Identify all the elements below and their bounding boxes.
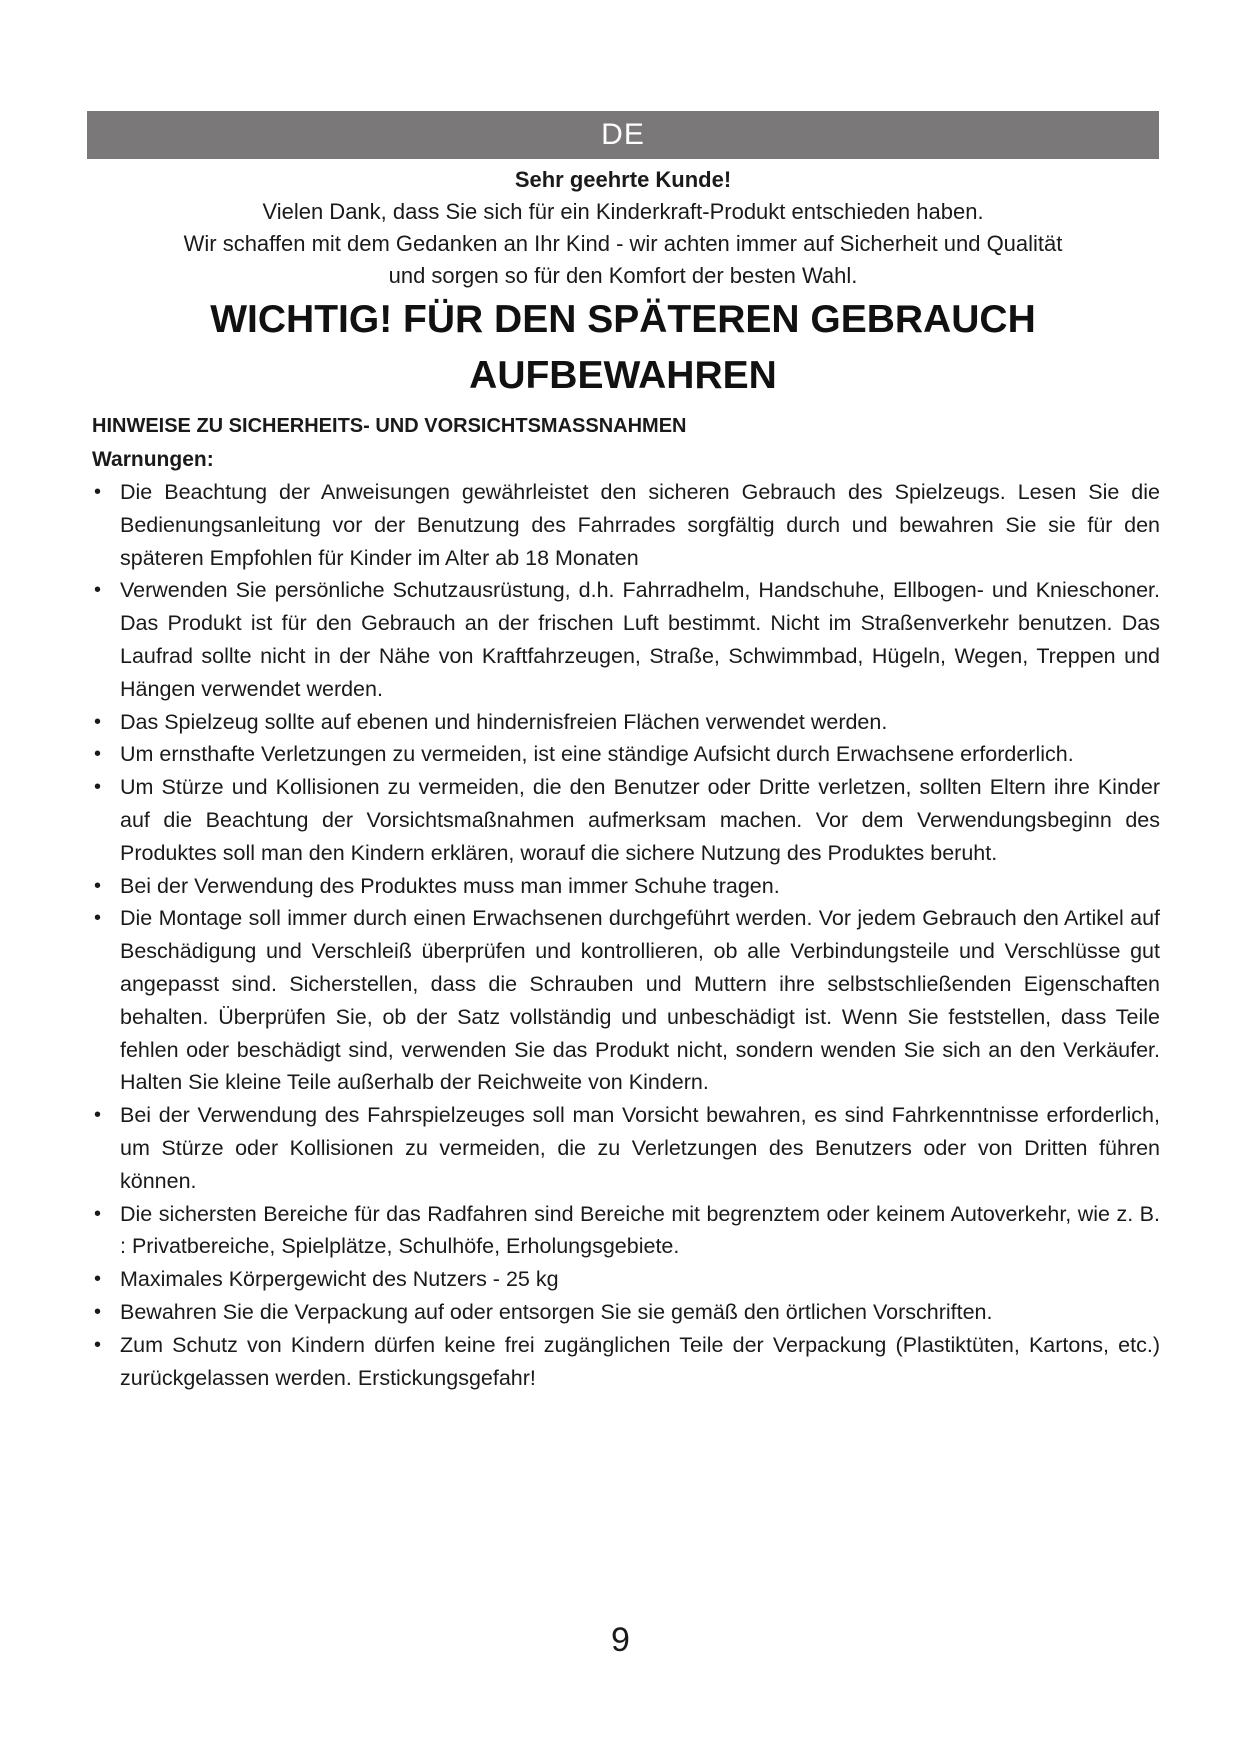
greeting-line-2: Wir schaffen mit dem Gedanken an Ihr Kind - wir achten immer auf Sicherheit und Qualität — [183, 231, 1063, 256]
warning-text: Die Montage soll immer durch einen Erwachsenen durchgeführt werden. Vor jedem Gebrauch den Artikel auf Beschädigung und Verschleiß überprüfen und kontrollieren, ob alle Verbindungsteile und Verschlüsse gut angepasst sind. Sicherstellen, dass die Schrauben und Muttern ihre selbstschließenden Eigenschaften behalten. Überprüfen Sie, ob der Satz vollständig und unbeschädigt ist. Wenn Sie feststellen, dass Teile fehlen oder beschädigt sind, verwenden Sie das Produkt nicht, sondern wenden Sie sich an den Verkäufer. Halten Sie kleine Teile außerhalb der Reichweite von Kindern. — [120, 906, 1160, 1095]
warnings-label: Warnungen: — [92, 448, 214, 471]
important-headline — [87, 292, 1159, 404]
bullet-icon: • — [94, 481, 102, 503]
bullet-icon: • — [94, 1202, 102, 1225]
warning-text: Bei der Verwendung des Fahrspielzeuges soll man Vorsicht bewahren, es sind Fahrkenntnisse erforderlich, um Stürze oder Kollisionen zu vermeiden, die zu Verletzungen des Benutzers oder von Dritten führen können. — [120, 1103, 1160, 1193]
bullet-icon: • — [94, 907, 102, 930]
list-item — [92, 870, 1160, 903]
list-item — [92, 902, 1160, 1099]
greeting-block — [87, 164, 1159, 292]
bullet-icon: • — [94, 579, 102, 602]
warning-text: Bei der Verwendung des Produktes muss man immer Schuhe tragen. — [120, 873, 780, 898]
language-header-bar — [87, 111, 1159, 159]
bullet-icon: • — [94, 1333, 102, 1356]
list-item — [92, 574, 1160, 705]
page-number: 9 — [611, 1621, 630, 1659]
headline-line-1: WICHTIG! FÜR DEN SPÄTEREN GEBRAUCH — [210, 298, 1036, 341]
warning-text: Um Stürze und Kollisionen zu vermeiden, die den Benutzer oder Dritte verletzen, sollten Eltern ihre Kinder auf die Beachtung der Vorsichtsmaßnahmen aufmerksam machen. Vor dem Verwendungsbeginn des Produktes soll man den Kindern erklären, worauf die sichere Nutzung des Produktes beruht. — [120, 775, 1160, 865]
warning-text: Um ernsthafte Verletzungen zu vermeiden, ist eine ständige Aufsicht durch Erwachsene erforderlich. — [120, 742, 1074, 767]
warning-text: Das Spielzeug sollte auf ebenen und hindernisfreien Flächen verwendet werden. — [120, 709, 888, 734]
list-item — [92, 1329, 1160, 1395]
list-item — [92, 1099, 1160, 1197]
list-item — [92, 476, 1160, 574]
warning-text: Zum Schutz von Kindern dürfen keine frei zugänglichen Teile der Verpackung (Plastiktüten, Kartons, etc.) zurückgelassen werden. Erstickungsgefahr! — [120, 1332, 1160, 1390]
bullet-icon: • — [94, 776, 102, 799]
list-item — [92, 1296, 1160, 1329]
bullet-icon: • — [94, 1104, 102, 1127]
list-item — [92, 771, 1160, 869]
list-item — [92, 738, 1160, 771]
bullet-icon: • — [94, 743, 102, 766]
greeting-line-1: Vielen Dank, dass Sie sich für ein Kinderkraft-Produkt entschieden haben. — [262, 199, 984, 224]
warning-text: Maximales Körpergewicht des Nutzers - 25 kg — [120, 1267, 559, 1292]
warning-text: Verwenden Sie persönliche Schutzausrüstung, d.h. Fahrradhelm, Handschuhe, Ellbogen- und Knieschoner. Das Produkt ist für den Gebrauch an der frischen Luft bestimmt. Nicht im Straßenverkehr benutzen. Das Laufrad sollte nicht in der Nähe von Kraftfahrzeugen, Straße, Schwimmbad, Hügeln, Wegen, Treppen und Hängen verwendet werden. — [120, 578, 1160, 701]
warnings-list — [92, 476, 1160, 1394]
section-title: HINWEISE ZU SICHERHEITS- UND VORSICHTSMASSNAHMEN — [92, 415, 687, 437]
headline-line-2: AUFBEWAHREN — [469, 354, 777, 397]
salutation: Sehr geehrte Kunde! — [514, 167, 732, 192]
list-item — [92, 1198, 1160, 1264]
list-item — [92, 706, 1160, 739]
bullet-icon: • — [94, 710, 102, 733]
bullet-icon: • — [94, 1268, 102, 1291]
list-item — [92, 1263, 1160, 1296]
language-code: DE — [601, 118, 645, 151]
greeting-line-3: und sorgen so für den Komfort der besten Wahl. — [388, 263, 858, 288]
warning-text: Die sichersten Bereiche für das Radfahren sind Bereiche mit begrenztem oder keinem Autoverkehr, wie z. B. : Privatbereiche, Spielplätze, Schulhöfe, Erholungsgebiete. — [120, 1201, 1160, 1259]
bullet-icon: • — [94, 1300, 102, 1323]
bullet-icon: • — [94, 874, 102, 897]
warning-text: Die Beachtung der Anweisungen gewährleistet den sicheren Gebrauch des Spielzeugs. Lesen Sie die Bedienungsanleitung vor der Benutzung des Fahrrades sorgfältig durch und bewahren Sie sie für den späteren Empfohlen für Kinder im Alter ab 18 Monaten — [120, 480, 1160, 570]
warning-text: Bewahren Sie die Verpackung auf oder entsorgen Sie sie gemäß den örtlichen Vorschriften. — [120, 1299, 993, 1324]
